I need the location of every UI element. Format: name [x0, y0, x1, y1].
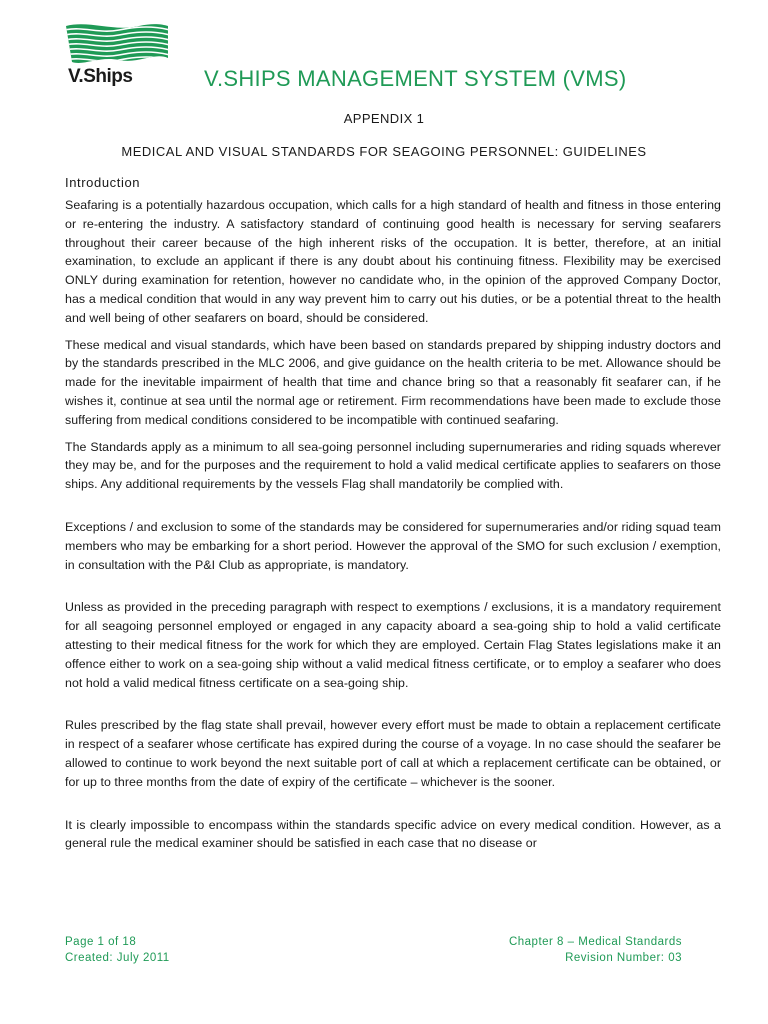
section-heading-introduction: Introduction — [65, 175, 141, 190]
paragraph: Rules prescribed by the flag state shall prevail, however every effort must be made to obtain a replacement certificate in respect of a seafarer whose certificate has expired during the course of a voyage. In no case should the seafarer be allowed to continue to work beyond the next suitable port of call at which a replacement certificate can be obtained, or for up to three months from the date of expiry of the certificate – whichever is the sooner. — [65, 718, 721, 789]
logo-text: V.Ships — [68, 66, 133, 87]
paragraph: It is clearly impossible to encompass within the standards specific advice on every medical condition. However, as a general rule the medical examiner should be satisfied in each case that no disease or — [65, 817, 721, 851]
revision-number: Revision Number: 03 — [565, 952, 682, 964]
document-body — [65, 196, 721, 853]
paragraph: Unless as provided in the preceding paragraph with respect to exemptions / exclusions, it is a mandatory requirement for all seagoing personnel employed or engaged in any capacity aboard a sea-going ship to hold a valid certificate attesting to their medical fitness for the work for which they are employed. Certain Flag States legislations make it an offence either to work on a sea-going ship without a valid medical fitness certificate, or to employ a seafarer who does not hold a valid medical fitness certificate on a sea-going ship. — [65, 600, 721, 690]
created-date: Created: July 2011 — [65, 952, 170, 964]
appendix-label: APPENDIX 1 — [343, 111, 425, 126]
page-number: Page 1 of 18 — [65, 936, 137, 948]
paragraph: Exceptions / and exclusion to some of the standards may be considered for supernumeraries and/or riding squad team members who may be embarking for a short period. However the approval of the SMO for such exclusion / exemption, in consultation with the P&I Club as appropriate, is mandatory. — [65, 519, 721, 572]
paragraph: The Standards apply as a minimum to all sea-going personnel including supernumeraries and riding squads wherever they may be, and for the purposes and the requirement to hold a valid medical certificate applies to seafarers on those ships. Any additional requirements by the vessels Flag shall mandatorily be complied with. — [65, 439, 721, 492]
wave-flag-icon — [64, 22, 170, 66]
chapter-label: Chapter 8 – Medical Standards — [508, 936, 682, 948]
paragraph: These medical and visual standards, which have been based on standards prepared by shipping industry doctors and by the standards prescribed in the MLC 2006, and give guidance on the health criteria to be met. Allowance should be made for the inevitable impairment of health that time and chance bring so that a reasonably fit seafarer can, if he wishes it, continue at sea until the normal age or retirement. Firm recommendations have been made to exclude those suffering from medical conditions considered to be incompatible with continued seafaring. — [65, 337, 721, 427]
system-title: V.SHIPS MANAGEMENT SYSTEM (VMS) — [204, 66, 627, 91]
paragraph: Seafaring is a potentially hazardous occupation, which calls for a high standard of health and fitness in those entering or re-entering the industry. A satisfactory standard of continuing good health is necessary for serving seafarers throughout their career because of the high inherent risks of the occupation. It is better, therefore, at an initial examination, to exclude an applicant if there is any doubt about his continuing fitness. Flexibility may be exercised ONLY during examination for retention, however no candidate who, in the opinion of the approved Company Doctor, has a medical condition that would in any way prevent him to carry out his duties, or be a potential threat to the health and well being of other seafarers on board, should be considered. — [65, 198, 721, 325]
footer-right — [509, 934, 682, 966]
footer-left — [65, 934, 170, 966]
document-subtitle: MEDICAL AND VISUAL STANDARDS FOR SEAGOING PERSONNEL: GUIDELINES — [121, 144, 647, 159]
